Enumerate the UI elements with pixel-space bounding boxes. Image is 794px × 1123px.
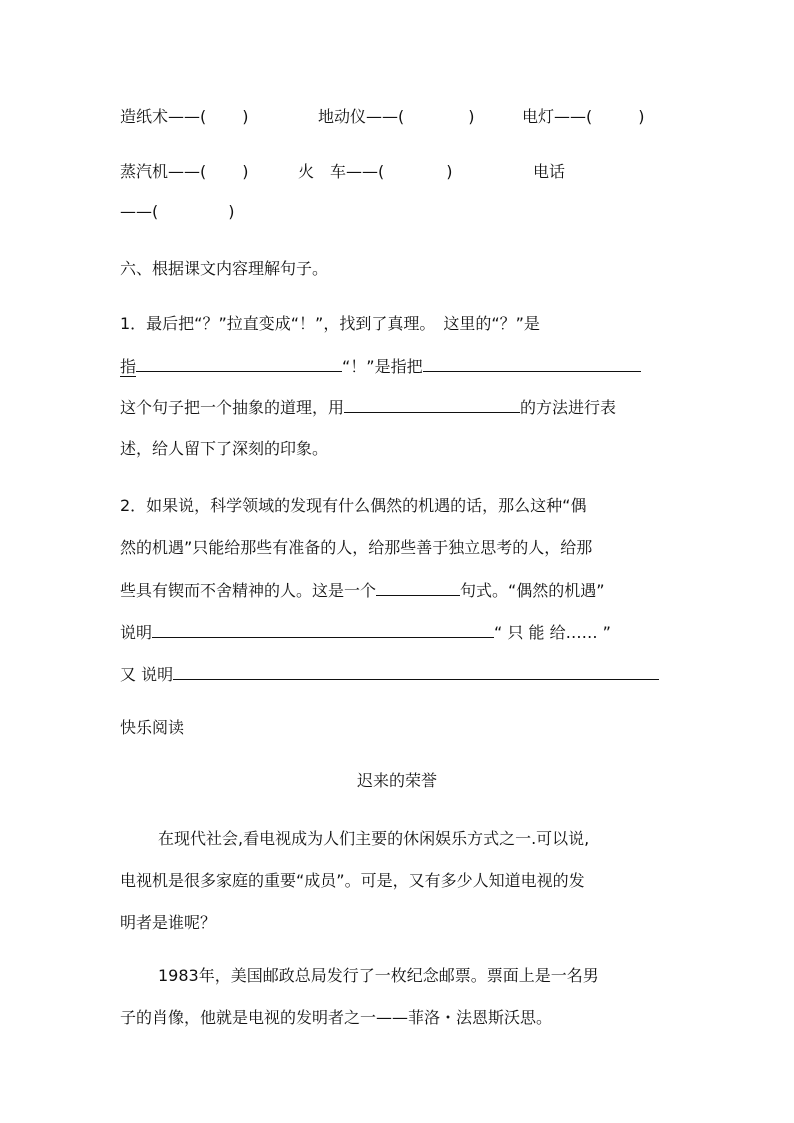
q2-text-end: 句式。“偶然的机遇” xyxy=(460,581,605,600)
item-close: ) xyxy=(242,107,249,126)
q1-prefix: 指 xyxy=(120,357,137,376)
q2-explain: 说明 xyxy=(120,623,153,642)
item-label: 电灯——( xyxy=(522,107,593,126)
q2-line2: 然的机遇”只能给那些有准备的人，给那些善于独立思考的人，给那 xyxy=(120,538,593,557)
q1-mid: “！”是指把 xyxy=(342,357,423,376)
item-close: ) xyxy=(446,162,453,181)
item-label: 电话 xyxy=(533,162,566,181)
answer-blank[interactable] xyxy=(173,663,659,680)
article-title: 迟来的荣誉 xyxy=(356,771,437,790)
q2-line4 xyxy=(120,621,611,644)
article-p2-line2: 子的肖像，他就是电视的发明者之一——菲洛・法恩斯沃思。 xyxy=(120,1008,553,1027)
section-heading: 六、根据课文内容理解句子。 xyxy=(120,259,329,278)
article-p1-line2: 电视机是很多家庭的重要“成员”。可是，又有多少人知道电视的发 xyxy=(120,871,585,890)
article-p1-line1: 在现代社会,看电视成为人们主要的休闲娱乐方式之一.可以说, xyxy=(158,829,590,848)
q1-text-end: 的方法进行表 xyxy=(520,398,617,417)
reading-heading: 快乐阅读 xyxy=(120,718,185,737)
item-label: 蒸汽机——( xyxy=(120,162,207,181)
article-p2-line1: 1983年，美国邮政总局发行了一枚纪念邮票。票面上是一名男 xyxy=(158,966,599,985)
item-close: ) xyxy=(242,162,249,181)
fill-item-train xyxy=(298,161,453,183)
item-label: 造纸术——( xyxy=(120,107,207,126)
answer-blank[interactable] xyxy=(376,579,460,596)
q2-line5 xyxy=(120,663,659,686)
answer-blank[interactable] xyxy=(152,621,494,638)
answer-blank[interactable] xyxy=(136,355,342,372)
q2-text: 些具有锲而不舍精神的人。这是一个 xyxy=(120,581,377,600)
q1-line3 xyxy=(120,396,616,419)
item-close: ) xyxy=(468,107,475,126)
q2-line3 xyxy=(120,579,605,602)
fill-item-seismograph xyxy=(318,106,475,128)
fill-item-telephone xyxy=(533,161,565,183)
answer-blank[interactable] xyxy=(423,355,641,372)
item-label: 火 车——( xyxy=(298,162,385,181)
item-label: 地动仪——( xyxy=(318,107,405,126)
q1-line1: 1．最后把“？”拉直变成“！”，找到了真理。 这里的“？”是 xyxy=(120,314,540,333)
q1-text: 这个句子把一个抽象的道理，用 xyxy=(120,398,345,417)
answer-blank[interactable] xyxy=(344,396,520,413)
fill-item-telephone-blank xyxy=(120,201,235,223)
item-close: ) xyxy=(228,202,235,221)
article-p1-line3: 明者是谁呢？ xyxy=(120,913,217,932)
item-label: ——( xyxy=(120,202,159,221)
q2-line1: 2．如果说，科学领域的发现有什么偶然的机遇的话，那么这种“偶 xyxy=(120,496,587,515)
fill-item-papermaking xyxy=(120,106,249,128)
item-close: ) xyxy=(638,107,645,126)
q1-line2 xyxy=(120,355,641,378)
fill-item-steam-engine xyxy=(120,161,249,183)
fill-item-lightbulb xyxy=(522,106,645,128)
q2-explain-2: 又 说明 xyxy=(120,665,174,684)
q2-quote: “ 只 能 给…… ” xyxy=(494,623,611,642)
q1-line4: 述，给人留下了深刻的印象。 xyxy=(120,439,329,458)
